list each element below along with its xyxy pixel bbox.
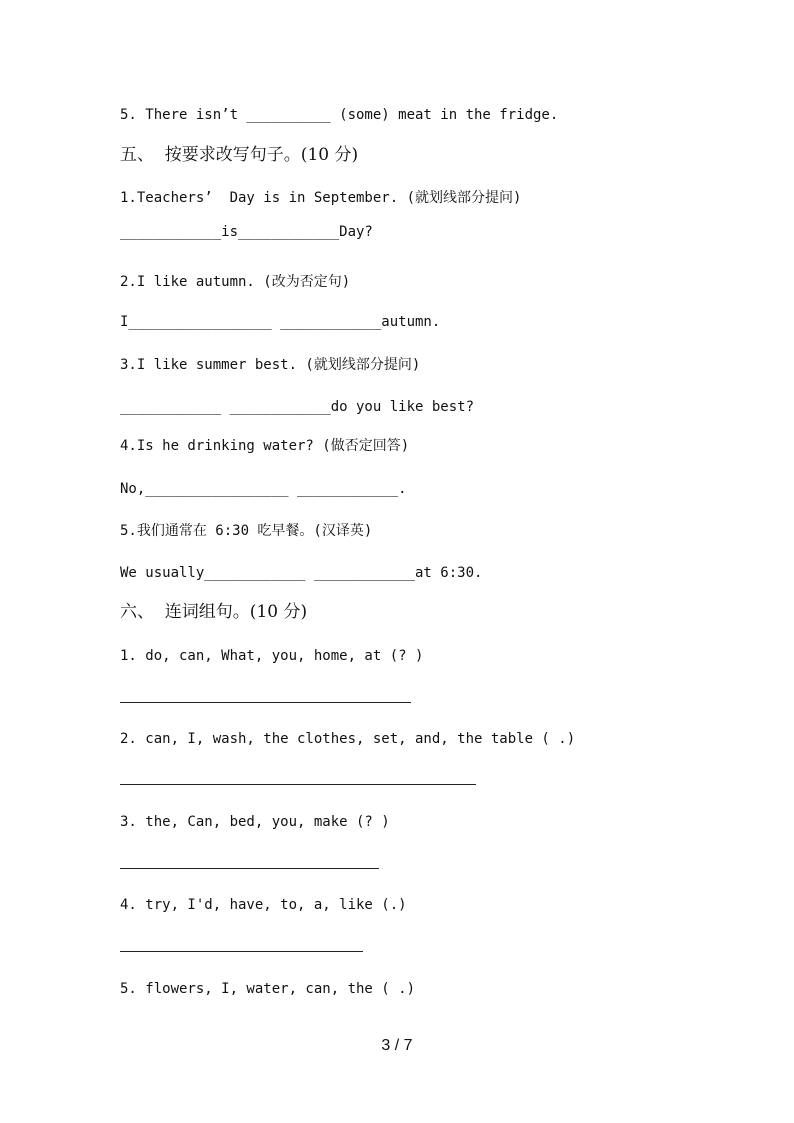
question-6-1: 1. do, can, What, you, home, at (? ) bbox=[120, 648, 424, 664]
question-5-2: 2.I like autumn. (改为否定句) bbox=[120, 274, 351, 290]
question-6-5: 5. flowers, I, water, can, the ( .) bbox=[120, 981, 416, 997]
page-indicator: 3 / 7 bbox=[381, 1037, 413, 1054]
question-6-3: 3. the, Can, bed, you, make (? ) bbox=[120, 814, 390, 830]
question-5-5: 5.我们通常在 6:30 吃早餐。(汉译英) bbox=[120, 523, 373, 539]
answer-line-5-1: ____________is____________Day? bbox=[120, 224, 373, 240]
question-5-4: 4.Is he drinking water? (做否定回答) bbox=[120, 438, 410, 454]
question-6-4: 4. try, I'd, have, to, a, like (.) bbox=[120, 897, 407, 913]
answer-rule-6-3 bbox=[120, 868, 379, 869]
section-six-heading: 六、 连词组句。(10 分) bbox=[120, 602, 308, 622]
answer-rule-6-1 bbox=[120, 702, 411, 703]
exercise-item-5: 5. There isn’t __________ (some) meat in the fridge. bbox=[120, 107, 559, 123]
answer-rule-6-4 bbox=[120, 951, 363, 952]
answer-line-5-5: We usually____________ ____________at 6:30. bbox=[120, 565, 483, 581]
answer-line-5-3: ____________ ____________do you like best? bbox=[120, 399, 475, 415]
answer-rule-6-2 bbox=[120, 784, 476, 785]
question-5-1: 1.Teachers’ Day is in September. (就划线部分提问) bbox=[120, 190, 522, 206]
question-6-2: 2. can, I, wash, the clothes, set, and, the table ( .) bbox=[120, 731, 576, 747]
section-five-heading: 五、 按要求改写句子。(10 分) bbox=[120, 145, 359, 165]
answer-line-5-4: No,_________________ ____________. bbox=[120, 481, 407, 497]
question-5-3: 3.I like summer best. (就划线部分提问) bbox=[120, 357, 421, 373]
answer-line-5-2: I_________________ ____________autumn. bbox=[120, 314, 441, 330]
